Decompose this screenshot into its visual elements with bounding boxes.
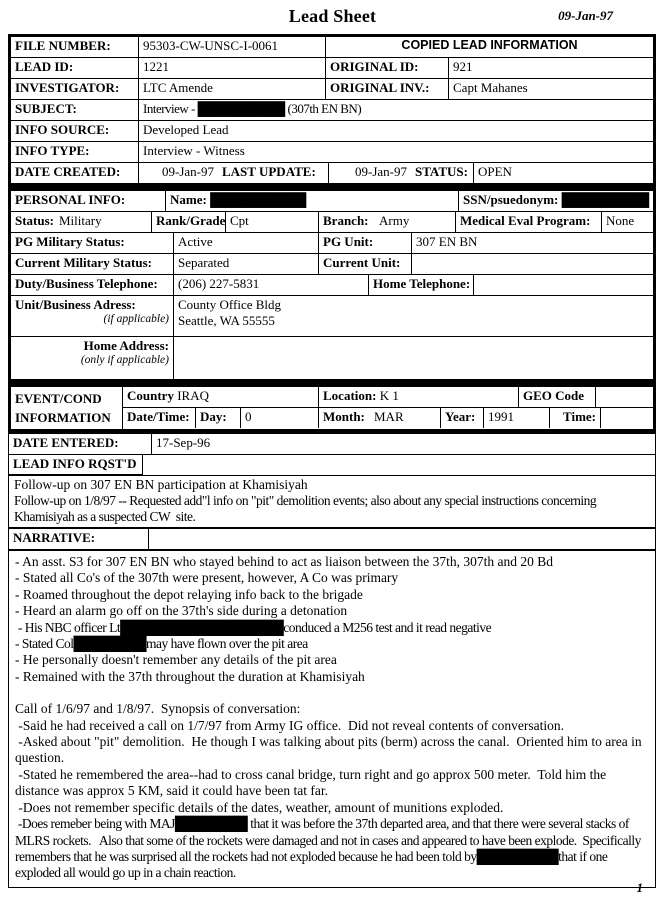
narrative-line: - His NBC officer Lt██████████████████conduced a M256 test and it read negative	[15, 619, 492, 635]
home-address-row	[11, 337, 653, 380]
narrative-line: -Said he had received a call on 1/7/97 from Army IG office. Did not reveal contents of conversation.	[15, 717, 564, 733]
last-update-label: LAST UPDATE:	[222, 164, 316, 179]
info-source-value: Developed Lead	[138, 121, 653, 141]
event-datetime-row	[123, 408, 653, 428]
document-header	[0, 0, 665, 34]
narrative-label-row	[9, 528, 655, 550]
ssn-redaction-bar: ██████████	[561, 192, 649, 207]
branch-label: Branch:	[318, 212, 375, 232]
personal-info-label: PERSONAL INFO:	[15, 192, 126, 207]
time-label: Time:	[549, 408, 600, 428]
event-cond-label	[11, 387, 123, 429]
status-label: STATUS:	[415, 164, 468, 179]
original-inv-label: ORIGINAL INV.:	[325, 79, 448, 99]
date-entered-spacer	[214, 434, 655, 454]
event-cond-wrap	[11, 387, 653, 430]
pg-status-label: PG Military Status:	[15, 234, 125, 249]
info-source-label: INFO SOURCE:	[15, 122, 110, 137]
home-phone-label: Home Telephone:	[368, 275, 473, 295]
request-text-box	[9, 475, 655, 528]
country-cell	[123, 387, 318, 407]
duty-phone-row	[11, 275, 653, 296]
unit-address-label-cell	[11, 296, 173, 336]
lead-info-rqstd-spacer	[143, 455, 655, 475]
time-value	[600, 408, 653, 428]
location-value: K 1	[379, 388, 399, 403]
page-title: Lead Sheet	[288, 6, 377, 26]
event-cond-section	[8, 384, 656, 430]
narrative-label-spacer	[149, 529, 655, 549]
narrative-line: - An asst. S3 for 307 EN BN who stayed behind to act as liaison between the 37th, 307th and 20 Bd	[15, 554, 554, 569]
mil-status-value: Military	[59, 213, 102, 228]
request-line: Follow-up on 307 EN BN participation at Khamisiyah	[14, 477, 308, 492]
header-date: 09-Jan-97	[558, 8, 613, 23]
day-label: Day:	[195, 408, 240, 428]
narrative-line	[15, 685, 649, 701]
event-cond-label-line1: EVENT/COND	[15, 391, 102, 406]
country-label: Country	[127, 388, 174, 403]
unit-address-line2: Seattle, WA 55555	[178, 313, 275, 328]
current-status-label: Current Military Status:	[15, 255, 152, 270]
geo-code-label: GEO Code	[518, 387, 595, 407]
datetime-label: Date/Time:	[127, 409, 190, 424]
day-value: 0	[240, 408, 318, 428]
info-type-row	[11, 142, 653, 163]
rank-grade-label: Rank/Grade	[151, 212, 225, 232]
narrative-line: -Asked about "pit" demolition. He though I was talking about pits (berm) across the canal. Oriented him to area in question.	[15, 734, 645, 766]
original-id-label: ORIGINAL ID:	[325, 58, 448, 78]
home-address-value-cell	[173, 337, 653, 379]
file-number-label: FILE NUMBER:	[15, 38, 111, 53]
unit-address-note: (if applicable)	[103, 313, 169, 325]
ssn-label: SSN/psuedonym:	[463, 192, 559, 207]
copied-lead-header: COPIED LEAD INFORMATION	[325, 37, 653, 57]
lead-request-section	[8, 434, 656, 550]
branch-value: Army	[379, 213, 410, 228]
event-cond-rows	[123, 387, 653, 429]
status-row	[11, 212, 653, 233]
narrative-line: - He personally doesn't remember any details of the pit area	[15, 652, 337, 668]
subject-value: Interview - ██████████ (307th EN BN)	[138, 100, 653, 120]
pg-unit-value: 307 EN BN	[411, 233, 653, 253]
narrative-label: NARRATIVE:	[9, 529, 149, 549]
narrative-box	[8, 550, 656, 888]
unit-address-value-cell	[173, 296, 653, 336]
narrative-line: - Heard an alarm go off on the 37th's side during a detonation	[15, 603, 348, 619]
personal-info-row	[11, 191, 653, 212]
file-number-value: 95303-CW-UNSC-I-0061	[138, 37, 325, 57]
narrative-line: Call of 1/6/97 and 1/8/97. Synopsis of conversation:	[15, 701, 301, 717]
date-entered-value: 17-Sep-96	[151, 434, 214, 454]
info-type-label: INFO TYPE:	[15, 143, 90, 158]
date-created-row	[11, 163, 653, 184]
country-value: IRAQ	[177, 388, 209, 403]
lead-id-row	[11, 58, 653, 79]
narrative-line: -Does not remember specific details of the dates, weather, amount of munitions exploded.	[15, 799, 504, 815]
info-source-row	[11, 121, 653, 142]
investigator-row	[11, 79, 653, 100]
home-address-label-cell	[11, 337, 173, 379]
investigator-value: LTC Amende	[138, 79, 325, 99]
unit-address-label: Unit/Business Adress:	[15, 297, 136, 312]
mil-status-label: Status:	[15, 213, 55, 228]
lead-id-label: LEAD ID:	[15, 59, 74, 74]
pg-status-row	[11, 233, 653, 254]
unit-address-row	[11, 296, 653, 337]
home-phone-value	[473, 275, 653, 295]
month-label: Month:	[318, 408, 370, 428]
personal-info-section	[8, 188, 656, 380]
lead-info-rqstd-label: LEAD INFO RQST'D	[9, 455, 143, 475]
narrative-line: -Does remeber being with MAJ████████ that it was before the 37th departed area, and that there were several stacks of MLRS rockets. Also that some of the rockets were damaged and not in cases and appeared to have been explode. Specifically remembers that he was surprised all the rockets had not exploded because he had been told by█████████that if one exploded all would go up in a chain reaction.	[15, 816, 644, 881]
lead-id-value: 1221	[138, 58, 325, 78]
year-label: Year:	[440, 408, 483, 428]
lead-info-rqstd-row	[9, 455, 655, 475]
request-line: Follow-up on 1/8/97 -- Requested add"l info on "pit" demolition events; also about any special instructions concerning Khamisiyah as a suspected CW site.	[14, 493, 600, 524]
date-created-value: 09-Jan-97	[138, 163, 218, 183]
file-number-row	[11, 37, 653, 58]
ssn-cell	[458, 191, 653, 211]
medical-eval-value: None	[601, 212, 653, 232]
lead-sheet-form	[8, 34, 656, 888]
current-status-row	[11, 254, 653, 275]
investigator-label: INVESTIGATOR:	[15, 80, 120, 95]
narrative-line: - Stated all Co's of the 307th were present, however, A Co was primary	[15, 570, 399, 586]
date-created-label: DATE CREATED:	[15, 164, 121, 179]
date-entered-row	[9, 434, 655, 455]
narrative-line: - Remained with the 37th throughout the duration at Khamisiyah	[15, 668, 365, 684]
name-cell	[165, 191, 458, 211]
medical-eval-label: Medical Eval Program:	[455, 212, 601, 232]
status-value: OPEN	[473, 163, 653, 183]
duty-phone-label: Duty/Business Telephone:	[15, 276, 158, 291]
narrative-line: - Roamed throughout the depot relaying info back to the brigade	[15, 586, 363, 602]
narrative-line: -Stated he remembered the area--had to cross canal bridge, turn right and go approx 500 meter. Told him the distance was approx 5 KM, said it could have been tat far.	[15, 766, 610, 799]
subject-row	[11, 100, 653, 121]
event-location-row	[123, 387, 653, 408]
location-label: Location:	[323, 388, 377, 403]
page-number: 1	[636, 880, 643, 895]
name-redaction-bar: ███████████	[210, 192, 306, 207]
geo-code-value	[595, 387, 653, 407]
current-unit-label: Current Unit:	[318, 254, 411, 274]
original-id-value: 921	[448, 58, 653, 78]
event-cond-label-line2: INFORMATION	[15, 410, 111, 425]
pg-unit-label: PG Unit:	[318, 233, 411, 253]
month-value: MAR	[374, 409, 404, 424]
duty-phone-value: (206) 227-5831	[173, 275, 368, 295]
narrative-line: - Stated Col████████may have flown over the pit area	[15, 636, 308, 652]
pg-status-value: Active	[173, 233, 318, 253]
date-entered-label: DATE ENTERED:	[13, 435, 119, 450]
name-label: Name:	[170, 192, 207, 207]
original-inv-value: Capt Mahanes	[448, 79, 653, 99]
lead-info-section	[8, 34, 656, 184]
unit-address-line1: County Office Bldg	[178, 297, 282, 312]
year-value: 1991	[483, 408, 549, 428]
rank-grade-value: Cpt	[225, 212, 318, 232]
info-type-value: Interview - Witness	[138, 142, 653, 162]
home-address-note: (only if applicable)	[80, 354, 169, 366]
subject-label: SUBJECT:	[15, 101, 77, 116]
location-cell	[318, 387, 518, 407]
home-address-label: Home Address:	[83, 338, 169, 353]
current-unit-value	[411, 254, 653, 274]
last-update-value: 09-Jan-97	[328, 163, 411, 183]
current-status-value: Separated	[173, 254, 318, 274]
